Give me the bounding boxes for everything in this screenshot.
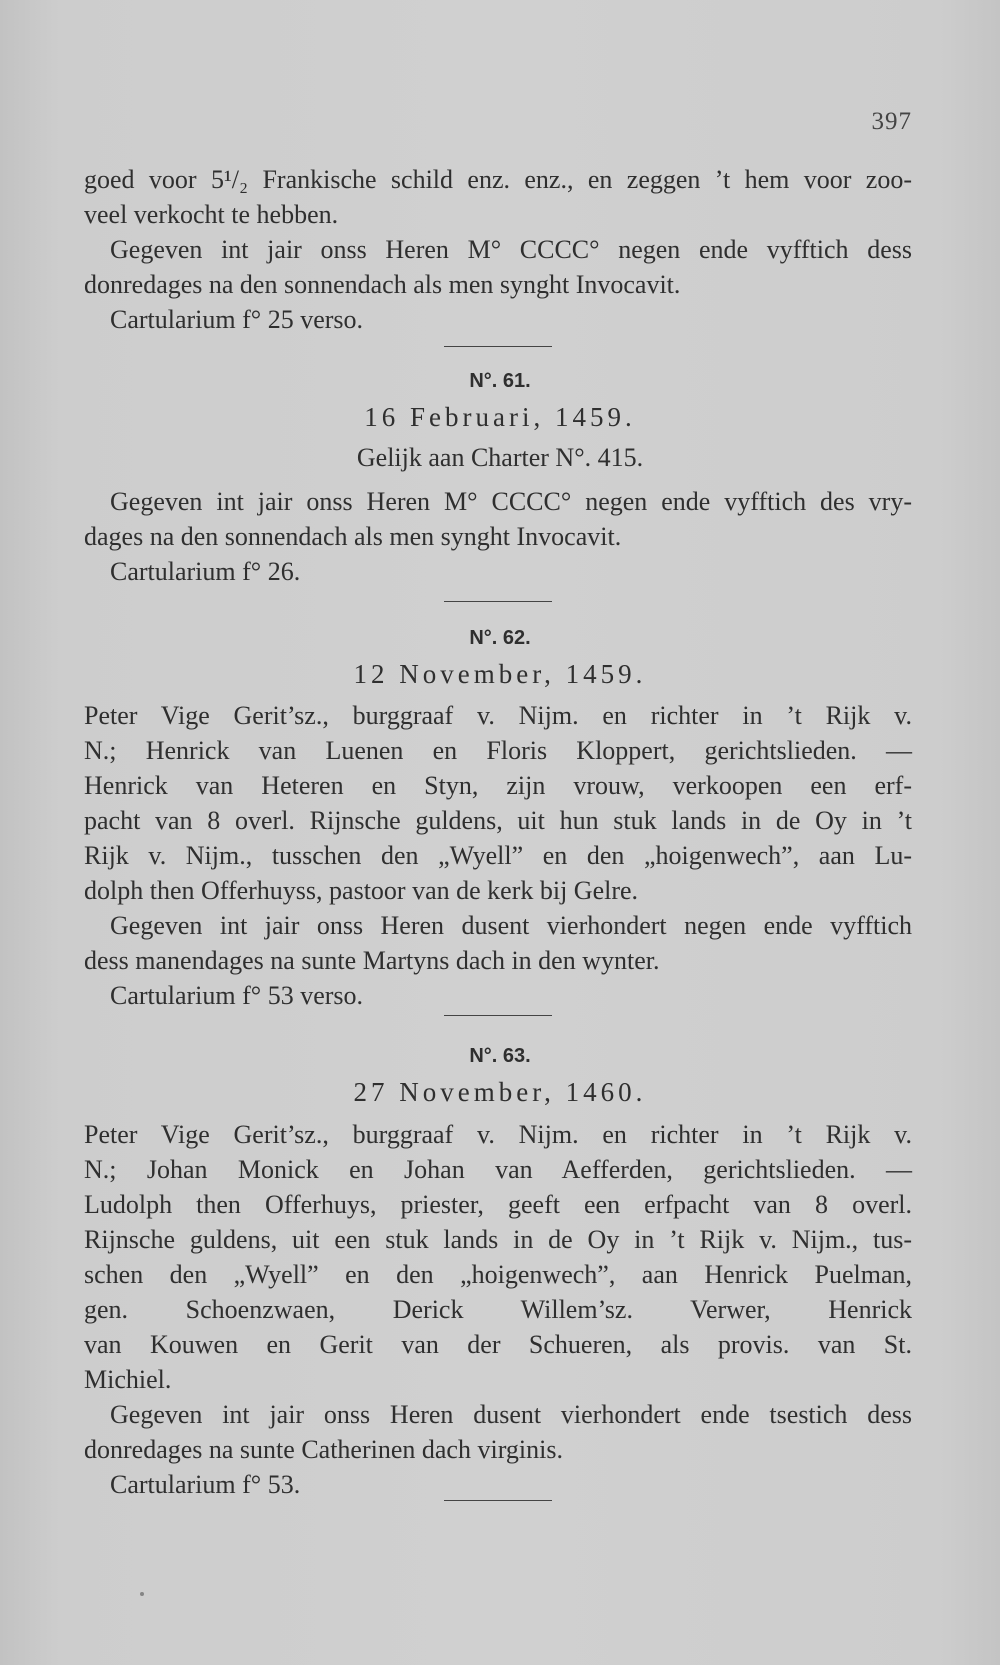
text-line: donredages na den sonnendach als men synght Invocavit. <box>84 270 681 299</box>
text-line: pacht van 8 overl. Rijnsche guldens, uit hun stuk lands in de Oy in ’t <box>84 806 912 835</box>
text-line: schen den „Wyell” en den „hoigenwech”, aan Henrick Puelman, <box>84 1260 912 1289</box>
text-line: dages na den sonnendach als men synght Invocavit. <box>84 522 622 551</box>
page-number: 397 <box>871 108 912 135</box>
text-line: veel verkocht te hebben. <box>84 200 339 229</box>
entry-number: N°. 61. <box>469 370 531 392</box>
text-line: Henrick van Heteren en Styn, zijn vrouw, verkoopen een erf- <box>84 771 912 800</box>
section-divider <box>444 1500 552 1501</box>
text-line: donredages na sunte Catherinen dach virginis. <box>84 1435 563 1464</box>
entry-date: 27 November, 1460. <box>353 1077 647 1107</box>
text-line: Michiel. <box>84 1365 172 1394</box>
text-line: Gegeven int jair onss Heren dusent vierhondert negen ende vyfftich <box>110 911 912 940</box>
text-line: Rijnsche guldens, uit een stuk lands in de Oy in ’t Rijk v. Nijm., tus- <box>84 1225 912 1254</box>
text-line: Gegeven int jair onss Heren M° CCCC° negen ende vyfftich des vry- <box>110 487 912 516</box>
text-line: gen. Schoenzwaen, Derick Willem’sz. Verwer, Henrick <box>84 1295 912 1324</box>
entry-body <box>84 484 912 589</box>
entry-number: N°. 62. <box>469 627 531 649</box>
section-divider <box>444 601 552 602</box>
text-line: Cartularium f° 53 verso. <box>110 981 364 1010</box>
entry-number: N°. 63. <box>469 1045 531 1067</box>
text-line: N.; Johan Monick en Johan van Aefferden, gerichtslieden. — <box>84 1155 912 1184</box>
text-line: Cartularium f° 25 verso. <box>110 305 364 334</box>
text-line: dess manendages na sunte Martyns dach in den wynter. <box>84 946 660 975</box>
entry-body <box>84 1117 912 1502</box>
entry-subtitle: Gelijk aan Charter N°. 415. <box>356 443 644 472</box>
text-line: van Kouwen en Gerit van der Schueren, als provis. van St. <box>84 1330 912 1359</box>
text-line: Ludolph then Offerhuys, priester, geeft een erfpacht van 8 overl. <box>84 1190 912 1219</box>
text-line: Cartularium f° 26. <box>110 557 301 586</box>
text-line: Peter Vige Gerit’sz., burggraaf v. Nijm. en richter in ’t Rijk v. <box>84 1120 912 1149</box>
entry-date: 12 November, 1459. <box>353 659 647 689</box>
carryover-block <box>84 162 912 337</box>
text-line: Cartularium f° 53. <box>110 1470 301 1499</box>
text-line: N.; Henrick van Luenen en Floris Kloppert, gerichtslieden. — <box>84 736 912 765</box>
section-divider <box>444 346 552 347</box>
entry-date: 16 Februari, 1459. <box>364 402 636 432</box>
text-line: Rijk v. Nijm., tusschen den „Wyell” en den „hoigenwech”, aan Lu- <box>84 841 912 870</box>
text-line: Gegeven int jair onss Heren dusent vierhondert ende tsestich dess <box>110 1400 912 1429</box>
section-divider <box>444 1015 552 1016</box>
paper-speck <box>140 1592 144 1596</box>
text-line: Gegeven int jair onss Heren M° CCCC° negen ende vyfftich dess <box>110 235 912 264</box>
text-line: goed voor 5¹/₂ Frankische schild enz. enz., en zeggen ’t hem voor zoo- <box>84 165 912 194</box>
entry-body <box>84 698 912 1013</box>
text-line: Peter Vige Gerit’sz., burggraaf v. Nijm. en richter in ’t Rijk v. <box>84 701 912 730</box>
text-line: dolph then Offerhuyss, pastoor van de kerk bij Gelre. <box>84 876 639 905</box>
